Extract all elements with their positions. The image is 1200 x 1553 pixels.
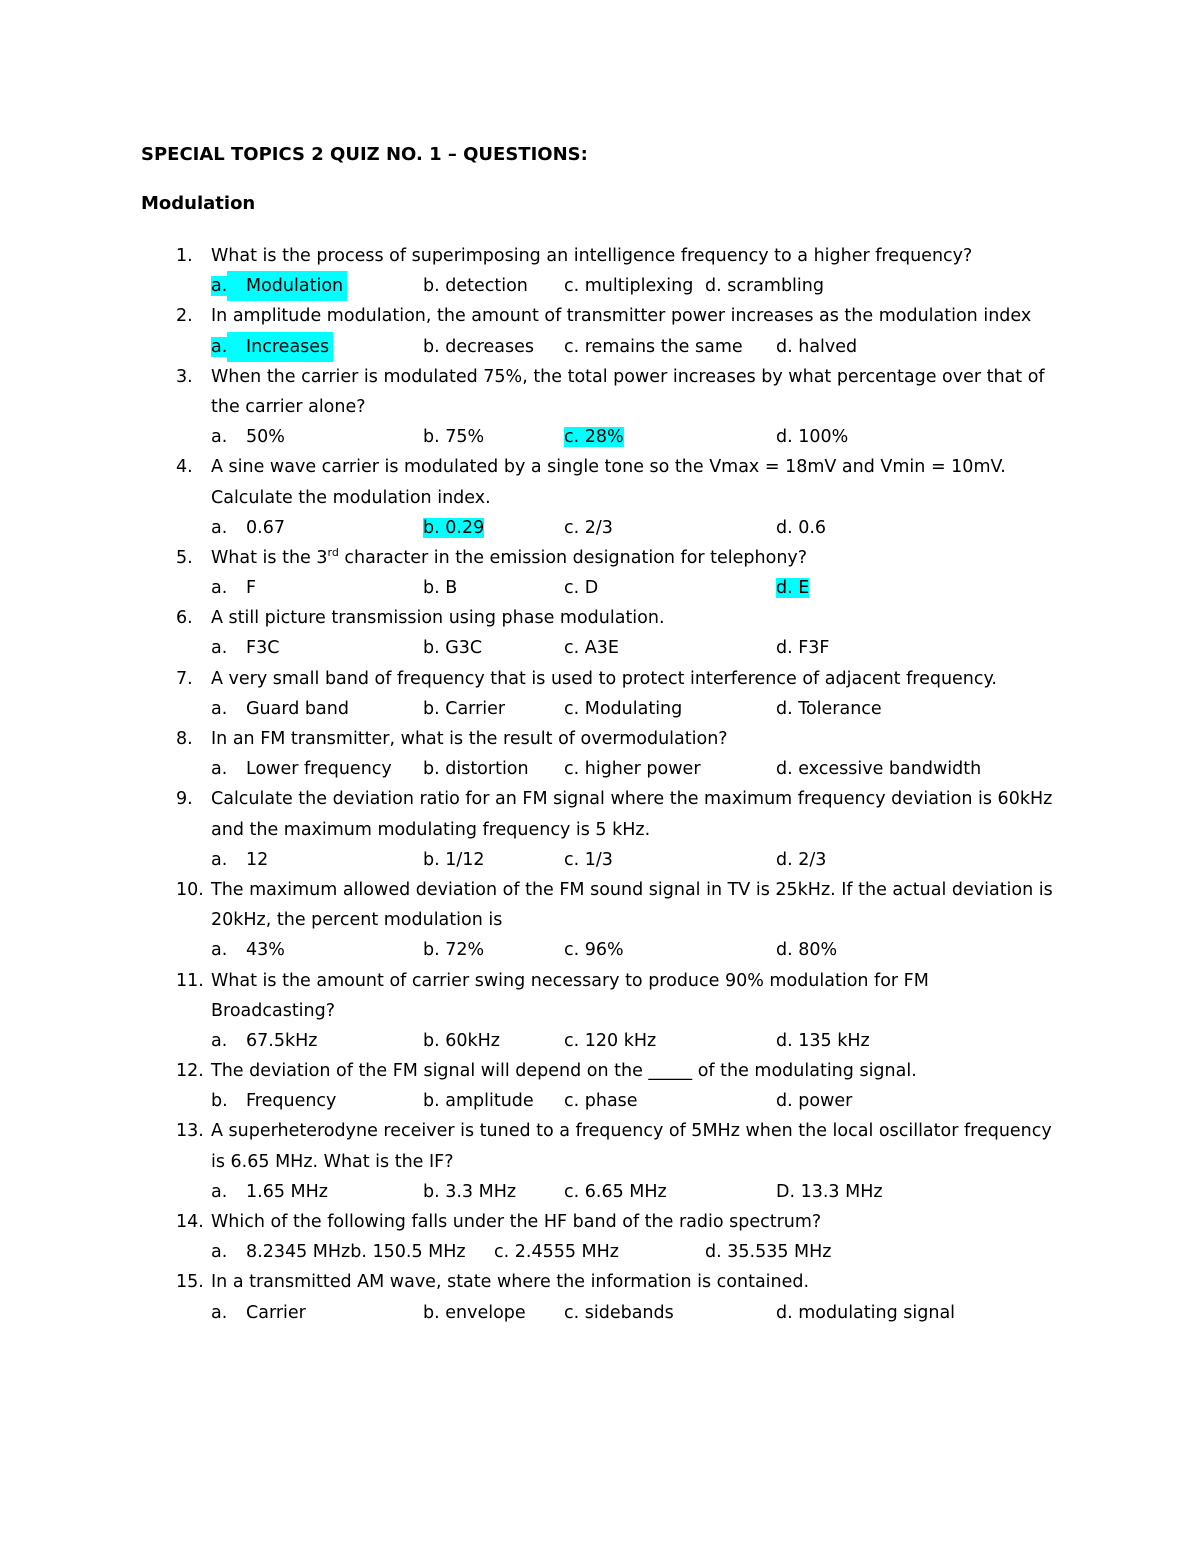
option-text: d. halved — [776, 336, 858, 357]
answer-option — [423, 332, 534, 362]
answer-option — [423, 1177, 516, 1207]
question-line — [0, 362, 1200, 392]
question-line — [0, 452, 1200, 482]
answer-option — [564, 754, 701, 784]
question-item — [0, 1056, 1200, 1116]
question-number: 2. — [176, 306, 193, 327]
answer-option — [211, 633, 280, 663]
answer-option — [423, 935, 484, 965]
answer-option — [776, 1026, 870, 1056]
options-row — [0, 935, 1200, 965]
option-text: c. 96% — [564, 940, 624, 961]
question-text: A sine wave carrier is modulated by a single tone so the Vmax = 18mV and Vmin = 10mV. — [211, 457, 1006, 478]
question-text: A very small band of frequency that is used to protect interference of adjacent frequency. — [211, 668, 997, 689]
question-number: 10. — [176, 879, 204, 900]
question-number: 11. — [176, 970, 204, 991]
option-text: b. distortion — [423, 759, 529, 780]
question-item — [0, 603, 1200, 663]
option-text: b. 60kHz — [423, 1030, 500, 1051]
answer-option — [211, 1086, 337, 1116]
option-text: b. decreases — [423, 336, 535, 357]
question-item — [0, 1207, 1200, 1267]
answer-option — [423, 513, 484, 543]
question-number: 15. — [176, 1272, 204, 1293]
options-row — [0, 1237, 1200, 1267]
options-row — [0, 513, 1200, 543]
answer-option — [564, 271, 693, 301]
section-heading: Modulation — [141, 193, 256, 214]
option-text: D. 13.3 MHz — [776, 1181, 883, 1202]
option-text: c. A3E — [564, 638, 619, 659]
answer-option — [211, 1298, 306, 1328]
option-text: b. detection — [423, 276, 528, 297]
answer-option — [211, 1177, 328, 1207]
question-line — [0, 603, 1200, 633]
question-line — [0, 1207, 1200, 1237]
question-text-part: What is the 3 — [211, 547, 328, 568]
question-line — [0, 1056, 1200, 1086]
option-letter: a. — [211, 1030, 228, 1051]
question-text: 20kHz, the percent modulation is — [211, 910, 503, 931]
answer-option — [564, 1298, 674, 1328]
option-text: Increases — [227, 332, 333, 362]
option-letter: a. — [211, 940, 228, 961]
question-number: 7. — [176, 668, 193, 689]
question-line — [0, 784, 1200, 814]
answer-option — [423, 754, 529, 784]
option-text: F3C — [246, 638, 280, 659]
answer-option — [776, 845, 826, 875]
question-text: Broadcasting? — [211, 1000, 336, 1021]
options-row — [0, 1298, 1200, 1328]
option-text: F — [246, 578, 257, 599]
answer-option — [776, 935, 837, 965]
options-row — [0, 1086, 1200, 1116]
question-text-part: character in the emission designation for telephony? — [338, 547, 808, 568]
option-text: d. 135 kHz — [776, 1030, 870, 1051]
question-text: The maximum allowed deviation of the FM sound signal in TV is 25kHz. If the actual deviation is — [211, 879, 1053, 900]
answer-option — [776, 422, 848, 452]
question-text: A superheterodyne receiver is tuned to a frequency of 5MHz when the local oscillator frequency — [211, 1121, 1052, 1142]
option-letter: a. — [211, 759, 228, 780]
answer-option — [423, 1026, 500, 1056]
option-text: d. 80% — [776, 940, 838, 961]
question-item — [0, 1116, 1200, 1207]
question-text: The deviation of the FM signal will depend on the _____ of the modulating signal. — [211, 1061, 917, 1082]
option-text: Guard band — [246, 698, 349, 719]
question-line — [0, 966, 1200, 996]
question-item — [0, 784, 1200, 875]
option-text: d. power — [776, 1091, 853, 1112]
option-text: b. B — [423, 578, 458, 599]
option-text: d. 0.6 — [776, 517, 827, 538]
answer-option — [564, 633, 619, 663]
answer-option — [211, 422, 285, 452]
ordinal-superscript: rd — [327, 546, 339, 560]
question-text: Calculate the deviation ratio for an FM signal where the maximum frequency deviation is 60kHz — [211, 789, 1053, 810]
question-line — [0, 875, 1200, 905]
question-item — [0, 664, 1200, 724]
option-text: b. Carrier — [423, 698, 506, 719]
answer-option — [211, 935, 285, 965]
option-letter: a. — [211, 849, 228, 870]
option-text: c. 28% — [564, 427, 624, 448]
options-row — [0, 573, 1200, 603]
option-text: c. higher power — [564, 759, 701, 780]
question-number: 3. — [176, 366, 193, 387]
question-item — [0, 875, 1200, 966]
option-letter: a. — [211, 1242, 228, 1263]
question-item — [0, 1267, 1200, 1327]
option-text: 12 — [246, 849, 269, 870]
options-row — [0, 754, 1200, 784]
question-number: 4. — [176, 457, 193, 478]
option-letter: a. — [211, 578, 228, 599]
question-text: In a transmitted AM wave, state where the information is contained. — [211, 1272, 810, 1293]
option-text: d. modulating signal — [776, 1302, 956, 1323]
option-text: c. 6.65 MHz — [564, 1181, 667, 1202]
option-letter: b. — [211, 1091, 228, 1112]
answer-option — [564, 1177, 667, 1207]
option-text: d. Tolerance — [776, 698, 882, 719]
options-row — [0, 633, 1200, 663]
answer-option — [423, 1086, 534, 1116]
answer-option — [423, 633, 482, 663]
option-letter: a. — [211, 1302, 228, 1323]
option-text: d. 35.535 MHz — [705, 1242, 832, 1263]
question-text: and the maximum modulating frequency is 5 kHz. — [211, 819, 651, 840]
question-line — [0, 543, 1200, 573]
option-text: b. 0.29 — [423, 517, 485, 538]
question-number: 13. — [176, 1121, 204, 1142]
question-item — [0, 452, 1200, 543]
answer-option — [564, 573, 598, 603]
option-text: Carrier — [246, 1302, 306, 1323]
question-text: Calculate the modulation index. — [211, 487, 491, 508]
question-text: What is the amount of carrier swing necessary to produce 90% modulation for FM — [211, 970, 929, 991]
question-text — [211, 543, 807, 573]
question-number: 12. — [176, 1061, 204, 1082]
question-line — [0, 392, 1200, 422]
question-number: 1. — [176, 246, 193, 266]
answer-option — [564, 1026, 656, 1056]
question-item — [0, 301, 1200, 361]
option-text: c. 1/3 — [564, 849, 613, 870]
option-text: c. 120 kHz — [564, 1030, 657, 1051]
question-number: 8. — [176, 729, 193, 749]
option-text: c. phase — [564, 1091, 638, 1112]
answer-option — [494, 1237, 619, 1267]
option-text: c. 2.4555 MHz — [494, 1242, 619, 1263]
answer-option — [776, 694, 882, 724]
option-letter: a. — [211, 698, 228, 719]
answer-option — [211, 332, 330, 362]
option-text: c. D — [564, 578, 599, 599]
answer-option — [776, 513, 826, 543]
question-text: is 6.65 MHz. What is the IF? — [211, 1151, 454, 1172]
answer-option — [776, 573, 809, 603]
answer-option — [423, 1298, 526, 1328]
question-number: 5. — [176, 547, 193, 568]
answer-option — [776, 1177, 883, 1207]
question-text: A still picture transmission using phase modulation. — [211, 608, 665, 629]
option-letter: a. — [211, 638, 228, 659]
question-item — [0, 543, 1200, 603]
question-line — [0, 1267, 1200, 1297]
option-text: Modulation — [227, 271, 347, 301]
option-text: d. F3F — [776, 638, 830, 659]
option-text: b. 75% — [423, 427, 485, 448]
answer-option — [423, 845, 485, 875]
answer-option — [423, 271, 528, 301]
answer-option — [423, 694, 505, 724]
option-text: b. 72% — [423, 940, 485, 961]
quiz-title: SPECIAL TOPICS 2 QUIZ NO. 1 – QUESTIONS: — [141, 144, 588, 165]
answer-option — [423, 573, 457, 603]
question-line — [0, 483, 1200, 513]
question-text: the carrier alone? — [211, 396, 366, 417]
option-letter: a. — [211, 1181, 228, 1202]
option-text: c. 2/3 — [564, 517, 613, 538]
question-text: In amplitude modulation, the amount of transmitter power increases as the modulation index — [211, 306, 1032, 327]
option-text: c. multiplexing — [564, 276, 694, 297]
option-text: b. G3C — [423, 638, 483, 659]
options-row — [0, 1026, 1200, 1056]
option-text: b. envelope — [423, 1302, 526, 1323]
option-text: b. 3.3 MHz — [423, 1181, 517, 1202]
answer-option — [211, 1237, 466, 1267]
question-line — [0, 1147, 1200, 1177]
options-row — [0, 1177, 1200, 1207]
option-text: 43% — [246, 940, 285, 961]
question-item — [0, 966, 1200, 1057]
answer-option — [564, 1086, 638, 1116]
option-text: 1.65 MHz — [246, 1181, 328, 1202]
option-text: 50% — [246, 427, 285, 448]
option-text: d. 2/3 — [776, 849, 827, 870]
answer-option — [564, 513, 613, 543]
answer-option — [776, 1086, 852, 1116]
answer-option — [776, 633, 830, 663]
question-text: When the carrier is modulated 75%, the total power increases by what percentage over that of — [211, 366, 1045, 387]
answer-option — [705, 1237, 831, 1267]
question-number: 14. — [176, 1212, 204, 1232]
answer-option — [564, 845, 613, 875]
options-row — [0, 845, 1200, 875]
option-text: 8.2345 MHzb. 150.5 MHz — [246, 1242, 466, 1263]
answer-option — [776, 1298, 955, 1328]
question-item — [0, 241, 1200, 301]
option-letter: a. — [211, 336, 228, 357]
option-text: d. excessive bandwidth — [776, 759, 982, 780]
answer-option — [211, 754, 392, 784]
option-letter: a. — [211, 427, 228, 448]
answer-option — [211, 513, 285, 543]
question-number: 9. — [176, 789, 193, 810]
option-text: Lower frequency — [246, 759, 392, 780]
answer-option — [564, 332, 743, 362]
question-item — [0, 724, 1200, 784]
option-text: d. scrambling — [705, 276, 824, 297]
answer-option — [776, 754, 981, 784]
options-row — [0, 332, 1200, 362]
answer-option — [564, 935, 624, 965]
option-text: c. sidebands — [564, 1302, 674, 1323]
answer-option — [423, 422, 484, 452]
answer-option — [564, 694, 682, 724]
question-line — [0, 241, 1200, 271]
question-list — [0, 241, 1200, 1328]
answer-option — [211, 694, 349, 724]
question-line — [0, 815, 1200, 845]
option-text: Frequency — [246, 1091, 337, 1112]
question-line — [0, 724, 1200, 754]
option-text: b. 1/12 — [423, 849, 485, 870]
option-letter: a. — [211, 517, 228, 538]
option-text: 0.67 — [246, 517, 285, 538]
option-letter: a. — [211, 276, 228, 297]
option-text: c. remains the same — [564, 336, 743, 357]
question-line — [0, 301, 1200, 331]
options-row — [0, 694, 1200, 724]
options-row — [0, 422, 1200, 452]
option-text: 67.5kHz — [246, 1030, 318, 1051]
answer-option — [776, 332, 857, 362]
option-text: d. 100% — [776, 427, 849, 448]
question-line — [0, 1116, 1200, 1146]
question-item — [0, 362, 1200, 453]
answer-option — [211, 573, 257, 603]
question-number: 6. — [176, 608, 193, 629]
answer-option — [211, 271, 344, 301]
question-line — [0, 905, 1200, 935]
answer-option — [705, 271, 824, 301]
question-line — [0, 996, 1200, 1026]
answer-option — [211, 1026, 318, 1056]
question-text: What is the process of superimposing an intelligence frequency to a higher frequency? — [211, 246, 973, 266]
question-text: In an FM transmitter, what is the result of overmodulation? — [211, 729, 728, 749]
answer-option — [564, 422, 624, 452]
option-text: b. amplitude — [423, 1091, 534, 1112]
question-text: Which of the following falls under the HF band of the radio spectrum? — [211, 1212, 822, 1232]
option-text: c. Modulating — [564, 698, 683, 719]
option-text: d. E — [776, 578, 810, 599]
question-line — [0, 664, 1200, 694]
answer-option — [211, 845, 269, 875]
options-row — [0, 271, 1200, 301]
